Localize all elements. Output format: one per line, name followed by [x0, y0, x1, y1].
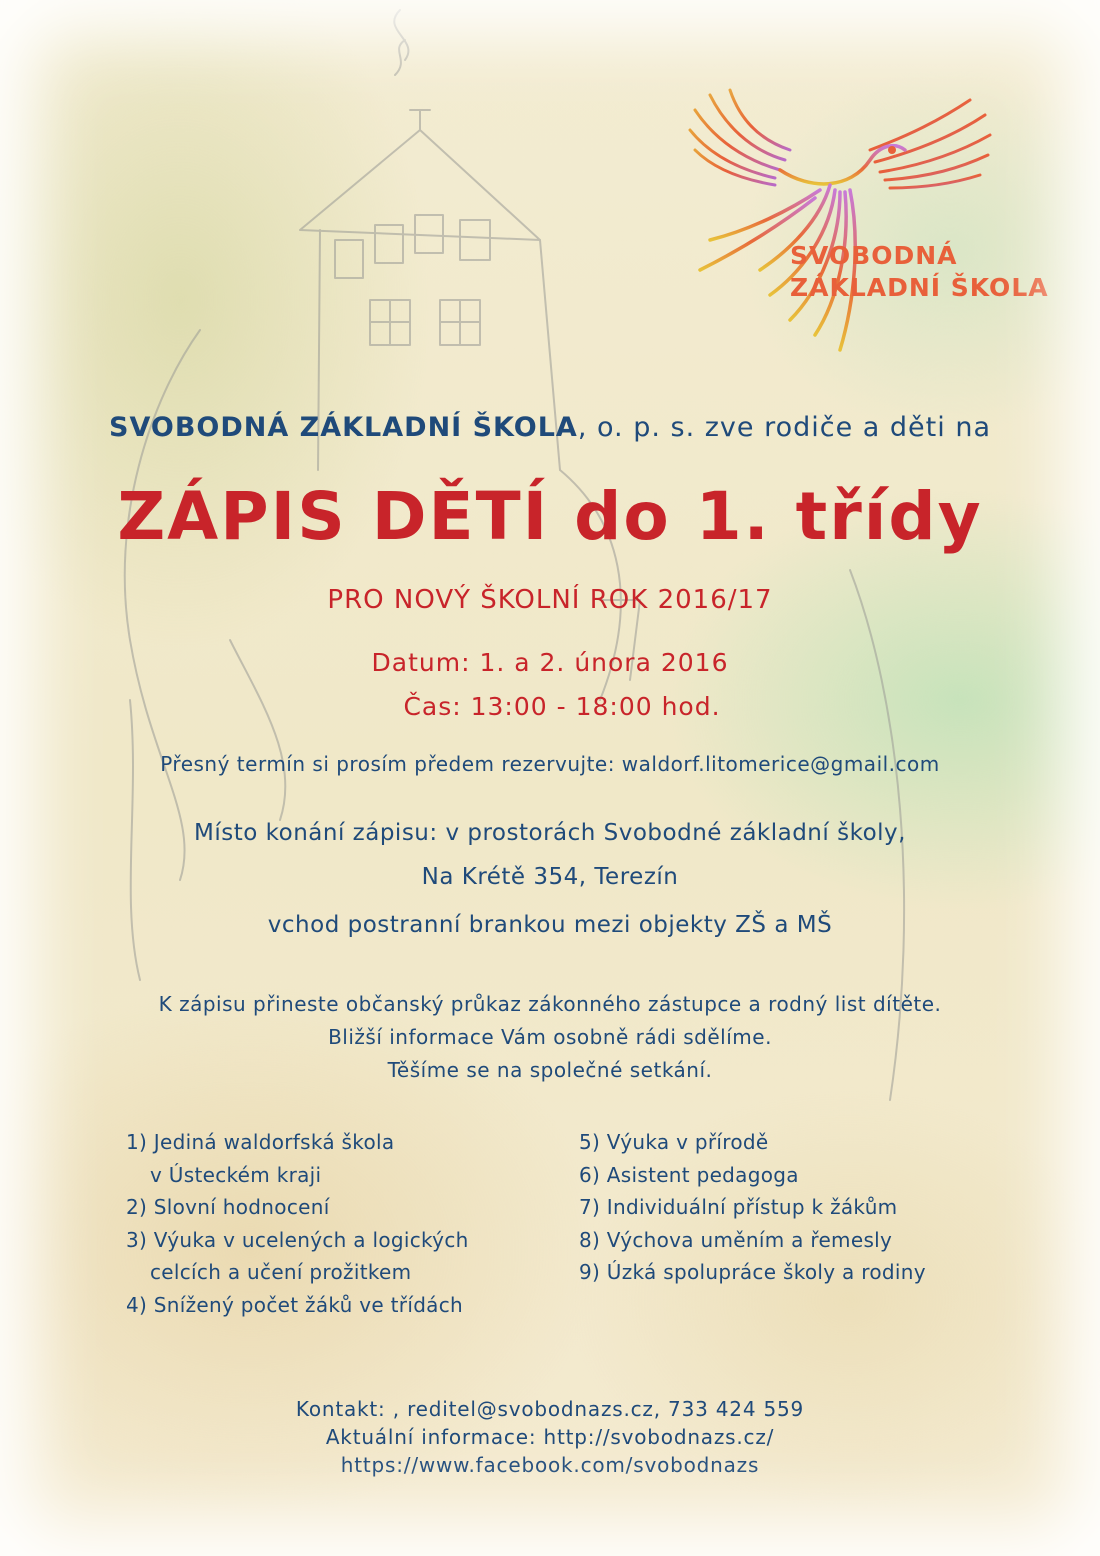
contact-block: [0, 1395, 1100, 1479]
list-item: 2) Slovní hodnocení: [126, 1195, 330, 1219]
invitation-text: , o. p. s. zve rodiče a děti na: [577, 412, 991, 443]
venue-line: Místo konání zápisu: v prostorách Svobodné základní školy,: [194, 820, 906, 846]
list-item-continuation: celcích a učení prožitkem: [150, 1260, 412, 1284]
reservation-note: Přesný termín si prosím předem rezervujte: waldorf.litomerice@gmail.com: [160, 752, 940, 776]
list-item: 1) Jediná waldorfská škola: [126, 1130, 395, 1154]
event-date: Datum: 1. a 2. února 2016: [371, 648, 729, 677]
list-item: 3) Výuka v ucelených a logických: [126, 1227, 469, 1252]
phoenix-logo-icon: [670, 80, 1010, 370]
facebook-line: https://www.facebook.com/svobodnazs: [340, 1453, 760, 1477]
event-time: Čas: 13:00 - 18:00 hod.: [403, 692, 721, 721]
list-item: 4) Snížený počet žáků ve třídách: [126, 1292, 464, 1317]
page-title: ZÁPIS DĚTÍ do 1. třídy: [117, 478, 983, 555]
school-year-subtitle: PRO NOVÝ ŠKOLNÍ ROK 2016/17: [327, 585, 773, 615]
features-list-right: [579, 1126, 926, 1289]
info-line: Bližší informace Vám osobně rádi sdělíme.: [328, 1025, 772, 1049]
requirements-line: K zápisu přineste občanský průkaz zákonného zástupce a rodný list dítěte.: [158, 992, 942, 1016]
organization-name: SVOBODNÁ ZÁKLADNÍ ŠKOLA: [109, 412, 578, 443]
list-item: 9) Úzká spolupráce školy a rodiny: [579, 1260, 926, 1284]
list-item-continuation: v Ústeckém kraji: [150, 1162, 322, 1187]
closing-line: Těšíme se na společné setkání.: [387, 1058, 713, 1082]
contact-line: Kontakt: , reditel@svobodnazs.cz, 733 424 559: [295, 1397, 805, 1421]
features-list-left: [126, 1126, 469, 1321]
invitation-line: [0, 412, 1100, 443]
list-item: 8) Výchova uměním a řemesly: [579, 1227, 893, 1252]
logo-line-2: ZÁKLADNÍ ŠKOLA: [790, 273, 1049, 302]
venue-address: Na Krétě 354, Terezín: [421, 864, 679, 890]
list-item: 6) Asistent pedagoga: [579, 1162, 799, 1187]
requirements-block: [0, 988, 1100, 1087]
website-line: Aktuální informace: http://svobodnazs.cz/: [325, 1425, 775, 1449]
venue-entrance: vchod postranní brankou mezi objekty ZŠ a MŠ: [267, 912, 833, 938]
list-item: 7) Individuální přístup k žákům: [579, 1195, 898, 1219]
list-item: 5) Výuka v přírodě: [579, 1130, 769, 1154]
logo-line-1: SVOBODNÁ: [790, 241, 958, 270]
logo-wordmark: [790, 240, 1049, 304]
